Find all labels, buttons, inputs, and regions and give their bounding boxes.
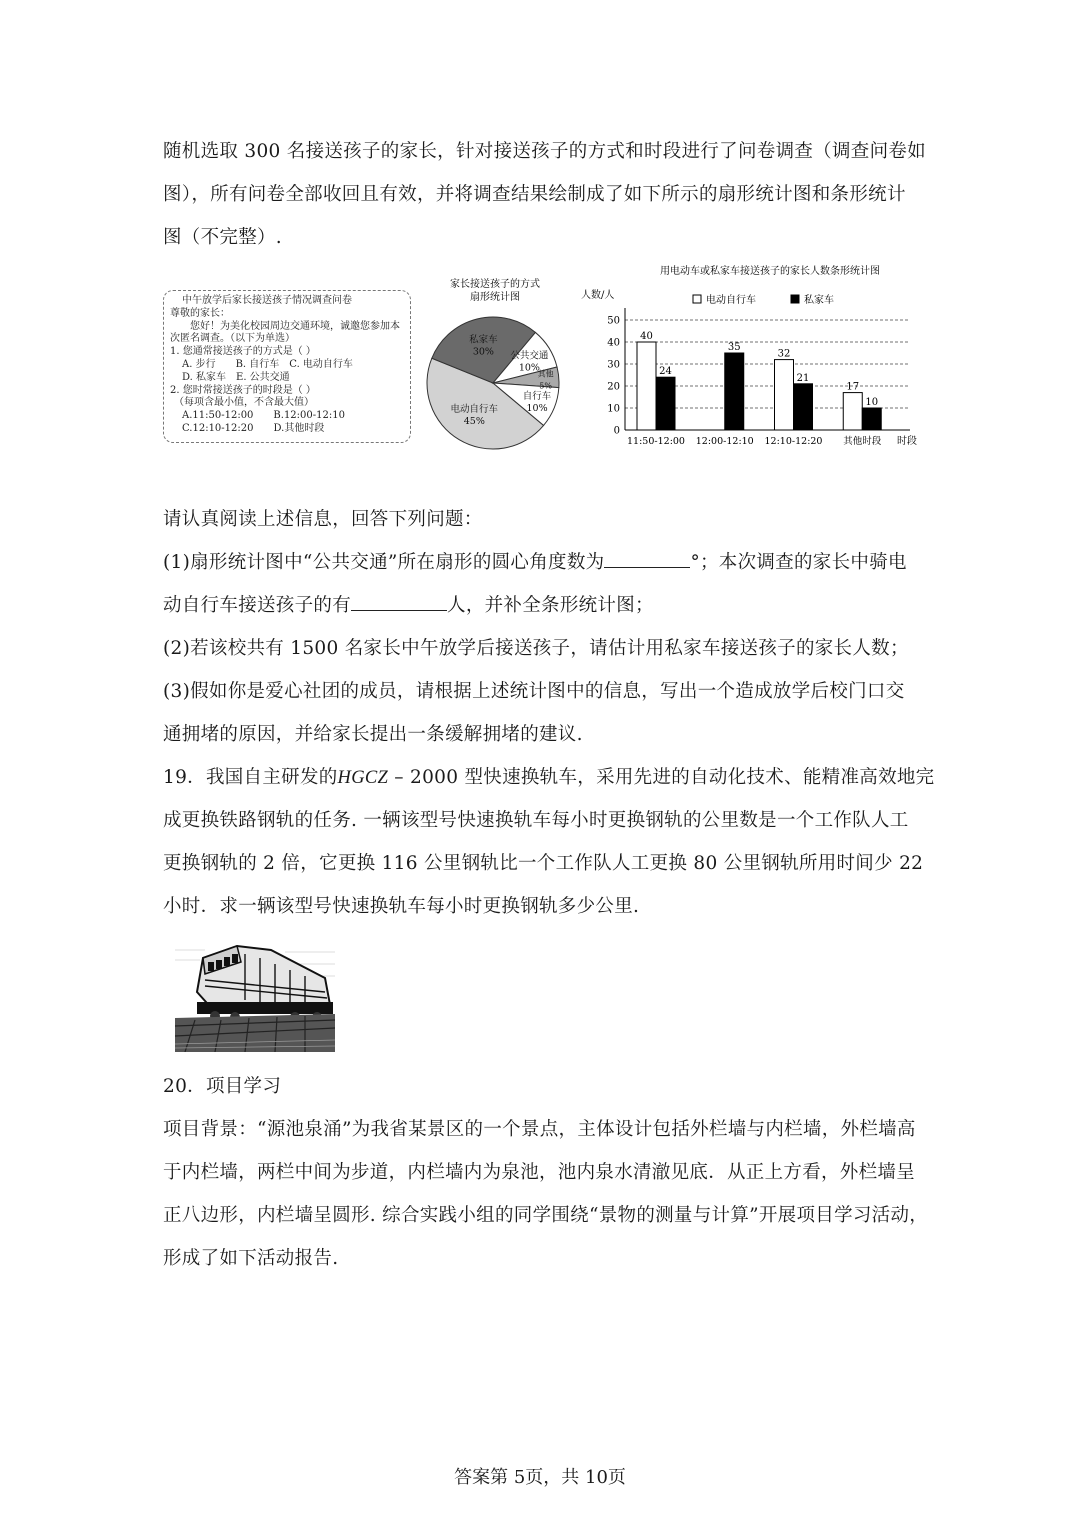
problem-20-line-3: 正八边形，内栏墙呈圆形. 综合实践小组的同学围绕“景物的测量与计算”开展项目学习活动， — [163, 1205, 929, 1226]
legend-swatch — [693, 295, 701, 303]
bar-value-label: 10 — [865, 397, 879, 408]
questions-lead: 请认真阅读上述信息，回答下列问题： — [163, 509, 483, 530]
x-tick-label: 12:00-12:10 — [695, 436, 754, 447]
problem-20-title: 20．项目学习 — [163, 1076, 282, 1097]
y-tick-label: 10 — [607, 403, 620, 415]
y-tick-label: 50 — [607, 315, 620, 327]
survey-greeting: 尊敬的家长： — [170, 307, 230, 319]
survey-q1: 1. 您通常接送孩子的方式是（ ） — [170, 346, 316, 358]
question-1-part-d: 人，并补全条形统计图； — [447, 595, 654, 616]
problem-19-line-3: 更换钢轨的 2 倍，它更换 116 公里钢轨比一个工作队人工更换 80 公里钢轨所用时间少 22 — [163, 853, 924, 874]
survey-q2-options-2: C.12:10-12:20 D.其他时段 — [182, 422, 325, 434]
y-tick-label: 0 — [613, 425, 620, 437]
pie-slice-value: 45% — [463, 416, 485, 428]
bar — [656, 377, 675, 430]
pie-slice-value: 30% — [472, 346, 494, 358]
bar — [637, 342, 656, 430]
question-1-line-1 — [163, 541, 923, 584]
bar-value-label: 21 — [796, 372, 810, 384]
intro-line-1: 随机选取 300 名接送孩子的家长，针对接送孩子的方式和时段进行了问卷调查（调查问卷如 — [163, 141, 926, 162]
pie-slice-value: 5% — [539, 381, 552, 391]
question-1-part-b: °；本次调查的家长中骑电 — [690, 552, 907, 573]
bar — [862, 408, 881, 430]
pie-slice-label: 电动自行车 — [450, 404, 499, 416]
survey-questionnaire — [163, 290, 411, 443]
problem-20-line-1: 项目背景：“源池泉涌”为我省某景区的一个景点，主体设计包括外栏墙与内栏墙，外栏墙高 — [163, 1119, 916, 1140]
problem-19-lead: 19．我国自主研发的 — [163, 767, 338, 788]
pie-title: 家长接送孩子的方式 — [450, 279, 540, 290]
pie-slice-value: 10% — [526, 402, 548, 414]
survey-q2-options-1: A.11:50-12:00 B.12:00-12:10 — [182, 410, 345, 422]
bar-value-label: 17 — [846, 381, 860, 393]
bar-value-label: 40 — [640, 331, 653, 342]
answer-blank-count — [351, 592, 447, 612]
x-tick-label: 12:10-12:20 — [764, 436, 823, 447]
problem-19-line-4: 小时．求一辆该型号快速换轨车每小时更换钢轨多少公里. — [163, 896, 640, 917]
pie-slice-label: 自行车 — [522, 390, 552, 402]
legend-label: 私家车 — [804, 295, 834, 306]
x-tick-label: 其他时段 — [843, 436, 882, 447]
problem-19-line-1 — [163, 756, 935, 800]
problem-20-line-4: 形成了如下活动报告. — [163, 1248, 339, 1269]
survey-title: 中午放学后家长接送孩子情况调查问卷 — [182, 295, 352, 306]
bar — [775, 360, 794, 430]
question-1-line-2 — [163, 584, 923, 627]
bar-title: 用电动车或私家车接送孩子的家长人数条形统计图 — [660, 266, 880, 277]
bar — [725, 353, 744, 430]
pie-slice-value: 10% — [518, 362, 540, 374]
x-tick-label: 11:50-12:00 — [627, 436, 685, 447]
question-3-line-2: 通拥堵的原因，并给家长提出一条缓解拥堵的建议. — [163, 724, 583, 745]
survey-q1-options-2: D. 私家车 E. 公共交通 — [182, 371, 290, 383]
bar-value-label: 24 — [659, 366, 672, 378]
bar — [794, 384, 813, 430]
pie-slice-label: 私家车 — [469, 334, 498, 346]
problem-19-line-2: 成更换铁路钢轨的任务. 一辆该型号快速换轨车每小时更换钢轨的公里数是一个工作队人工 — [163, 810, 909, 831]
survey-q1-options-1: A. 步行 B. 自行车 C. 电动自行车 — [182, 358, 353, 370]
bar-chart — [575, 258, 925, 453]
problem-20-line-2: 于内栏墙，两栏中间为步道，内栏墙内为泉池，池内泉水清澈见底．从正上方看，外栏墙呈 — [163, 1162, 916, 1183]
question-1-part-a: (1)扇形统计图中“公共交通”所在扇形的圆心角度数为 — [163, 552, 605, 573]
pie-subtitle: 扇形统计图 — [470, 292, 520, 303]
survey-q2-note: （每项含最小值，不含最大值） — [174, 397, 314, 409]
bar-xlabel: 时段 — [897, 436, 917, 447]
question-3-line-1: (3)假如你是爱心社团的成员，请根据上述统计图中的信息，写出一个造成放学后校门口交 — [163, 681, 905, 702]
question-1-part-c: 动自行车接送孩子的有 — [163, 595, 352, 616]
problem-19-model: HGCZ — [337, 768, 389, 788]
legend-swatch — [791, 295, 799, 303]
legend-label: 电动自行车 — [706, 295, 756, 306]
intro-line-2: 图），所有问卷全部收回且有效，并将调查结果绘制成了如下所示的扇形统计图和条形统计 — [163, 184, 906, 205]
bar-ylabel: 人数/人 — [581, 290, 615, 301]
bar-value-label: 32 — [777, 348, 791, 360]
train-illustration — [175, 940, 335, 1052]
survey-body-2: 次匿名调查。（以下为单选） — [170, 333, 295, 345]
pie-slice-label: 其他 — [537, 369, 554, 379]
question-2: (2)若该校共有 1500 名家长中午放学后接送孩子，请估计用私家车接送孩子的家长人数； — [163, 638, 909, 659]
intro-line-3: 图（不完整）. — [163, 227, 282, 248]
survey-body-1: 您好！为美化校园周边交通环境，诚邀您参加本 — [190, 320, 400, 332]
answer-blank-angle — [604, 549, 690, 569]
survey-q2: 2. 您时常接送孩子的时段是（ ） — [170, 384, 316, 396]
page-footer: 答案第 5页，共 10页 — [454, 1467, 626, 1488]
y-tick-label: 20 — [607, 381, 620, 393]
problem-19-rest: – 2000 型快速换轨车，采用先进的自动化技术、能精准高效地完 — [388, 767, 935, 788]
pie-slice-label: 公共交通 — [510, 350, 549, 362]
pie-chart — [415, 275, 570, 450]
bar — [843, 393, 862, 430]
y-tick-label: 30 — [607, 359, 620, 371]
bar-value-label: 35 — [727, 342, 741, 353]
y-tick-label: 40 — [607, 337, 620, 349]
